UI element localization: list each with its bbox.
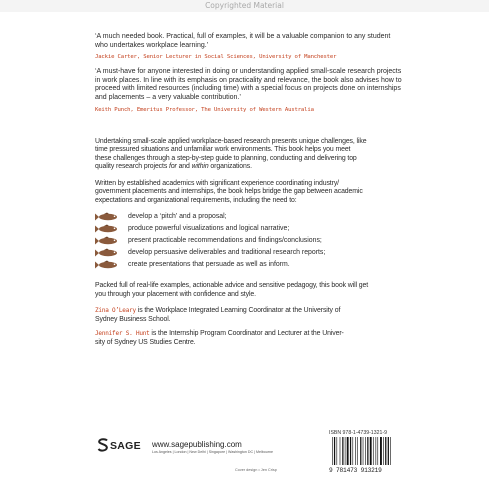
publisher-cities: Los Angeles | London | New Delhi | Singapore | Washington DC | Melbourne (152, 450, 274, 454)
intro-paragraph (95, 138, 403, 172)
isbn: ISBN 978-1-4739-1321-9 (329, 430, 387, 436)
intro-line: Undertaking small-scale applied workplace-based research presents unique challenges, like (95, 137, 367, 145)
fish-icon (95, 224, 125, 234)
sage-s-logo-icon (97, 438, 109, 452)
intro-line: quality research projects for and within organizations. (95, 163, 252, 171)
fish-icon (95, 212, 125, 222)
publisher-name: SAGE (110, 440, 141, 452)
cover-design-credit: Cover design • Jen Crisp (235, 468, 277, 472)
list-item: present practicable recommendations and findings/conclusions; (95, 235, 403, 247)
endorsement-quote-1: ‘A much needed book. Practical, full of examples, it will be a valuable companion to any student who undertakes workplace learning.’ (95, 33, 391, 49)
list-item: produce powerful visualizations and logical narrative; (95, 223, 403, 235)
fish-icon (95, 260, 125, 270)
publisher-url[interactable]: www.sagepublishing.com (152, 440, 242, 449)
barcode-digits: 9 781473 913219 (329, 467, 382, 474)
packed-paragraph (95, 282, 403, 299)
copyright-watermark: Copyrighted Material (0, 0, 489, 12)
author-name: Jennifer S. Hunt (95, 330, 150, 338)
list-item: develop persuasive deliverables and traditional research reports; (95, 247, 403, 259)
endorsement-author-1: Jackie Carter, Senior Lecturer in Social Sciences, University of Manchester (95, 54, 337, 61)
author-name: Zina O’Leary (95, 307, 136, 315)
intro-line: time pressured situations and unfamiliar work environments. This book helps you meet (95, 146, 351, 154)
bullet-list (95, 211, 403, 271)
fish-icon (95, 248, 125, 258)
written-by-paragraph (95, 180, 403, 206)
fish-icon (95, 236, 125, 246)
back-cover (95, 33, 403, 347)
packed-line: Packed full of real-life examples, actionable advice and sensitive pedagogy, this book will get (95, 282, 369, 290)
written-by-line: expectations and organizational requirements, including the need to: (95, 196, 297, 204)
list-item: create presentations that persuade as well as inform. (95, 259, 403, 271)
author-bio-1: Zina O’Leary is the Workplace Integrated Learning Coordinator at the University of Sydney Business School. (95, 307, 341, 323)
packed-line: you through your placement with confidence and style. (95, 290, 256, 298)
endorsement-quote-2: ‘A must-have for anyone interested in doing or understanding applied small-scale research projects in work places. In line with its emphasis on practicality and relevance, the book also advises how to proceed with limited resources (including time) with a special focus on projects done on internships and placements – a very valuable contribution.’ (95, 68, 402, 101)
barcode (329, 437, 397, 467)
endorsement-author-2: Keith Punch, Emeritus Professor, The University of Western Australia (95, 106, 314, 113)
author-bio-2: Jennifer S. Hunt is the Internship Program Coordinator and Lecturer at the Univer- sity of Sydney US Studies Centre. (95, 330, 344, 346)
written-by-line: government placements and internships, the book helps bridge the gap between academic (95, 188, 363, 196)
list-item: develop a ‘pitch’ and a proposal; (95, 211, 403, 223)
written-by-line: Written by established academics with significant experience coordinating industry/ (95, 179, 339, 187)
intro-line: these challenges through a step-by-step guide to planning, conducting and delivering top (95, 154, 357, 162)
